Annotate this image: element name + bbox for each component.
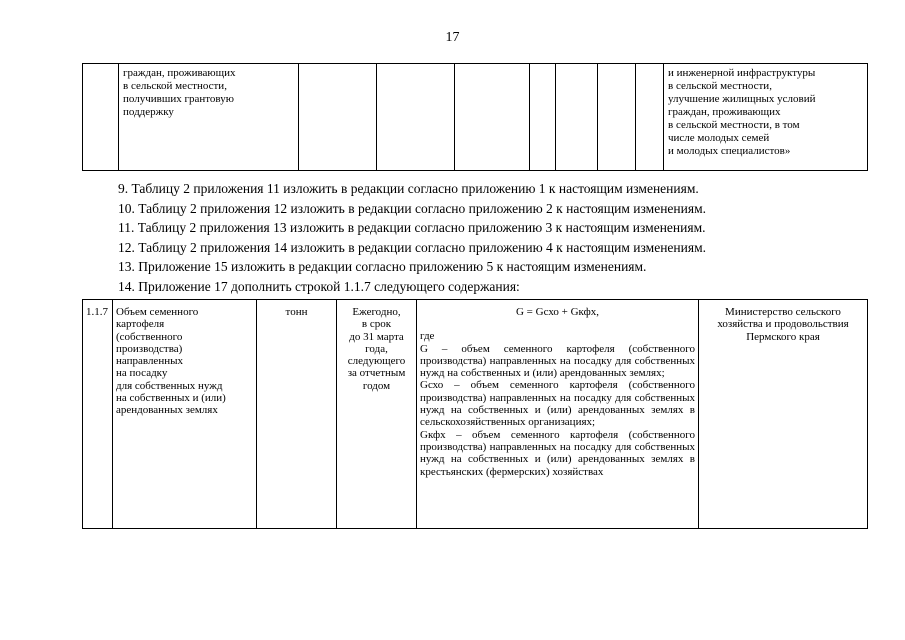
where-label: где bbox=[420, 330, 435, 343]
paragraph: 10. Таблицу 2 приложения 12 изложить в редакции согласно приложению 2 к настоящим изменениям. bbox=[118, 200, 706, 216]
cell-text: граждан, проживающих в сельской местности, получивших грантовую поддержку bbox=[123, 67, 236, 118]
paragraph: 11. Таблицу 2 приложения 13 изложить в редакции согласно приложению 3 к настоящим изменениям. bbox=[118, 220, 706, 236]
definition: Gкфх – объем семенного картофеля (собственного производства) направленных на посадку для собственных нужд на собственных и (или) арендованных землях в крестьянских (фермерских) хозяйствах bbox=[420, 428, 695, 478]
paragraph: 12. Таблицу 2 приложения 14 изложить в редакции согласно приложению 4 к настоящим изменениям. bbox=[118, 239, 706, 255]
formula-cell bbox=[417, 300, 699, 529]
new-row-table bbox=[82, 299, 868, 529]
row-number: 1.1.7 bbox=[86, 306, 108, 318]
table-cell-empty bbox=[636, 64, 664, 171]
unit-text: тонн bbox=[285, 306, 308, 318]
indicator-text: Объем семенного картофеля (собственного производства) направленных на посадку для собственных нужд на собственных и (или) арендованных землях bbox=[116, 306, 226, 417]
table-cell-empty bbox=[598, 64, 636, 171]
responsible-cell bbox=[699, 300, 868, 529]
definition: Gсхо – объем семенного картофеля (собственного производства) направленных на посадку для собственных нужд на собственных и (или) арендованных землях в сельскохозяйственных организациях; bbox=[420, 379, 695, 429]
responsible-text: Министерство сельского хозяйства и продовольствия Пермского края bbox=[717, 306, 849, 343]
cell-text: и инженерной инфраструктуры в сельской местности, улучшение жилищных условий граждан, проживающих в сельской местности, в том числе молодых семей и молодых специалистов» bbox=[668, 67, 816, 157]
period-text: Ежегодно, в срок до 31 марта года, следующего за отчетным годом bbox=[347, 306, 406, 392]
paragraph: 13. Приложение 15 изложить в редакции согласно приложению 5 к настоящим изменениям. bbox=[118, 259, 647, 275]
table-cell-empty bbox=[455, 64, 530, 171]
table-cell-goal bbox=[119, 64, 299, 171]
table-cell-empty bbox=[530, 64, 556, 171]
paragraph: 14. Приложение 17 дополнить строкой 1.1.7 следующего содержания: bbox=[118, 278, 520, 294]
table-cell-description bbox=[664, 64, 868, 171]
table-cell-empty bbox=[299, 64, 377, 171]
unit-cell bbox=[257, 300, 337, 529]
row-number-cell bbox=[83, 300, 113, 529]
formula: G = Gсхо + Gкфх, bbox=[515, 306, 599, 318]
definition: G – объем семенного картофеля (собственного производства) направленных на посадку для собственных нужд на собственных и (или) арендованных землях; bbox=[420, 342, 695, 380]
amendment-paragraphs bbox=[118, 179, 878, 297]
table-cell-empty bbox=[556, 64, 598, 171]
period-cell bbox=[337, 300, 417, 529]
paragraph: 9. Таблицу 2 приложения 11 изложить в редакции согласно приложению 1 к настоящим изменениям. bbox=[118, 181, 699, 196]
table-cell-empty bbox=[377, 64, 455, 171]
table-cell-empty bbox=[83, 64, 119, 171]
page-number: 17 bbox=[445, 30, 460, 45]
indicator-cell bbox=[113, 300, 257, 529]
continued-table bbox=[82, 63, 868, 171]
